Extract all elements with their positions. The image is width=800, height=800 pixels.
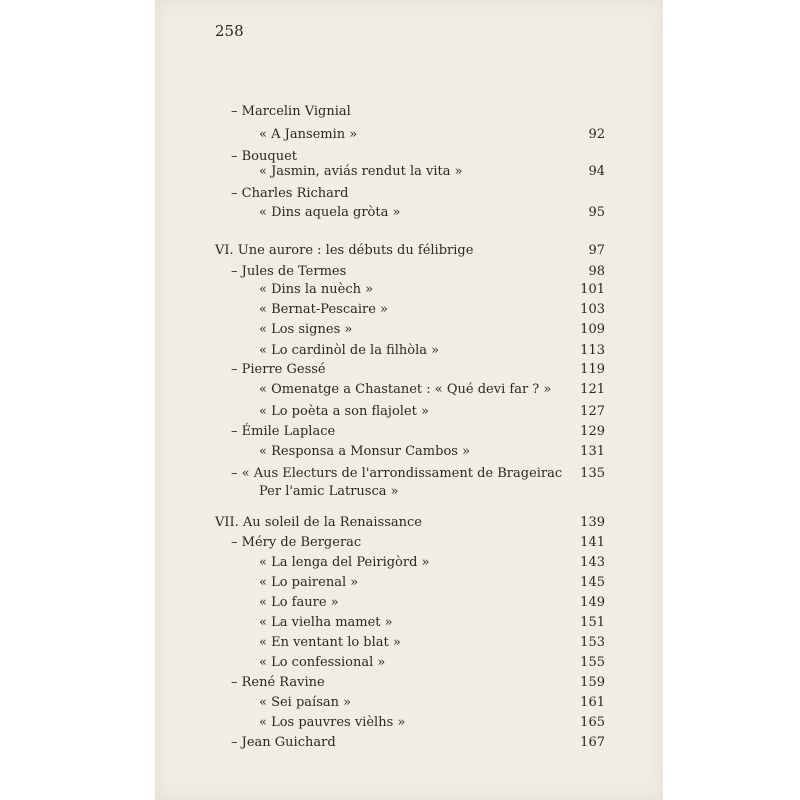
toc-entry xyxy=(155,341,663,361)
toc-entry-title: « Lo cardinòl de la filhòla » xyxy=(259,343,440,358)
toc-entry-title: – Marcelin Vignial xyxy=(231,104,351,119)
toc-entry-title: « Bernat-Pescaire » xyxy=(259,302,388,317)
toc-entry xyxy=(155,693,663,713)
toc-entry-title: « Sei paísan » xyxy=(259,695,352,710)
toc-entry xyxy=(155,262,663,282)
toc-entry-page: 149 xyxy=(580,595,605,610)
toc-entry-title: « Lo confessional » xyxy=(259,655,386,670)
toc-entry-title: VII. Au soleil de la Renaissance xyxy=(215,515,423,530)
toc-entry-page: 151 xyxy=(580,615,605,630)
toc-entry xyxy=(155,533,663,553)
toc-entry xyxy=(155,320,663,340)
toc-entry-title: – Méry de Bergerac xyxy=(231,535,362,550)
toc-entry-page: 167 xyxy=(580,735,605,750)
toc-entry-title: « Dins la nuèch » xyxy=(259,282,374,297)
toc-entry xyxy=(155,673,663,693)
toc-entry xyxy=(155,380,663,400)
toc-entry xyxy=(155,442,663,462)
toc-entry xyxy=(155,402,663,422)
toc-entry-page: 135 xyxy=(580,466,605,481)
toc-entry-page: 95 xyxy=(588,205,605,220)
toc-entry-title: « Jasmin, aviás rendut la vita » xyxy=(259,164,463,179)
toc-entry-title: « Lo pairenal » xyxy=(259,575,359,590)
toc-entry-title: « La lenga del Peirigòrd » xyxy=(259,555,430,570)
toc-entry xyxy=(155,184,663,204)
toc-entry-page: 103 xyxy=(580,302,605,317)
toc-entry-page: 161 xyxy=(580,695,605,710)
toc-entry xyxy=(155,422,663,442)
toc-entry xyxy=(155,633,663,653)
toc-entry-title: – Jules de Termes xyxy=(231,264,347,279)
toc-entry-page: 143 xyxy=(580,555,605,570)
toc-entry-title: – Bouquet xyxy=(231,149,297,164)
toc-entry-title: « Los pauvres vièlhs » xyxy=(259,715,406,730)
toc-entry-page: 97 xyxy=(588,243,605,258)
toc-entry-page: 129 xyxy=(580,424,605,439)
toc-entry-page: 145 xyxy=(580,575,605,590)
toc-entry xyxy=(155,102,663,122)
toc-entry-title: « Responsa a Monsur Cambos » xyxy=(259,444,471,459)
toc-entry xyxy=(155,280,663,300)
toc-entry-title: – Pierre Gessé xyxy=(231,362,326,377)
toc-entry-title: – Émile Laplace xyxy=(231,424,336,439)
toc-entry-title: « La vielha mamet » xyxy=(259,615,393,630)
toc-entry-page: 109 xyxy=(580,322,605,337)
toc-entry-page: 119 xyxy=(580,362,605,377)
toc-entry xyxy=(155,613,663,633)
book-page xyxy=(155,0,663,800)
toc-entry-page: 121 xyxy=(580,382,605,397)
toc-entry-page: 131 xyxy=(580,444,605,459)
toc-entry xyxy=(155,513,663,533)
toc-entry-page: 153 xyxy=(580,635,605,650)
toc-entry-page: 94 xyxy=(588,164,605,179)
toc-entry-page: 101 xyxy=(580,282,605,297)
toc-entry-title: – « Aus Electurs de l'arrondissament de Bragеirac xyxy=(231,466,563,481)
toc-entry xyxy=(155,241,663,261)
toc-entry-title: – Charles Richard xyxy=(231,186,349,201)
toc-entry-title: « Lo faure » xyxy=(259,595,339,610)
toc-entry-page: 139 xyxy=(580,515,605,530)
toc-entry-page: 165 xyxy=(580,715,605,730)
toc-entry-page: 141 xyxy=(580,535,605,550)
toc-entry-page: 113 xyxy=(580,343,605,358)
toc-entry xyxy=(155,713,663,733)
toc-entry-title: « Los signes » xyxy=(259,322,353,337)
toc-entry-title: « Lo poèta a son flajolet » xyxy=(259,404,429,419)
toc-entry-title: « A Jansemin » xyxy=(259,127,358,142)
toc-entry xyxy=(155,653,663,673)
toc-entry xyxy=(155,464,663,484)
toc-entry-title: « Omenatge a Chastanet : « Qué devi far ? » xyxy=(259,382,552,397)
toc-entry-title: – Jean Guichard xyxy=(231,735,336,750)
toc-entry xyxy=(155,125,663,145)
toc-entry xyxy=(155,593,663,613)
toc-entry-title: « Dins aquela gròta » xyxy=(259,205,401,220)
toc-entry-page: 159 xyxy=(580,675,605,690)
toc-entry xyxy=(155,203,663,223)
toc-entry-title: Per l'amic Latrusca » xyxy=(259,484,399,499)
table-of-contents xyxy=(155,0,663,800)
toc-entry-title: « En ventant lo blat » xyxy=(259,635,401,650)
toc-entry-page: 98 xyxy=(588,264,605,279)
toc-entry xyxy=(155,553,663,573)
toc-entry xyxy=(155,300,663,320)
toc-entry xyxy=(155,733,663,753)
toc-entry xyxy=(155,360,663,380)
toc-entry-page: 92 xyxy=(588,127,605,142)
toc-entry xyxy=(155,162,663,182)
toc-entry xyxy=(155,482,663,502)
toc-entry xyxy=(155,573,663,593)
page-number: 258 xyxy=(215,22,244,40)
toc-entry-title: VI. Une aurore : les débuts du félibrige xyxy=(215,243,474,258)
toc-entry-title: – René Ravine xyxy=(231,675,325,690)
toc-entry-page: 155 xyxy=(580,655,605,670)
toc-entry-page: 127 xyxy=(580,404,605,419)
